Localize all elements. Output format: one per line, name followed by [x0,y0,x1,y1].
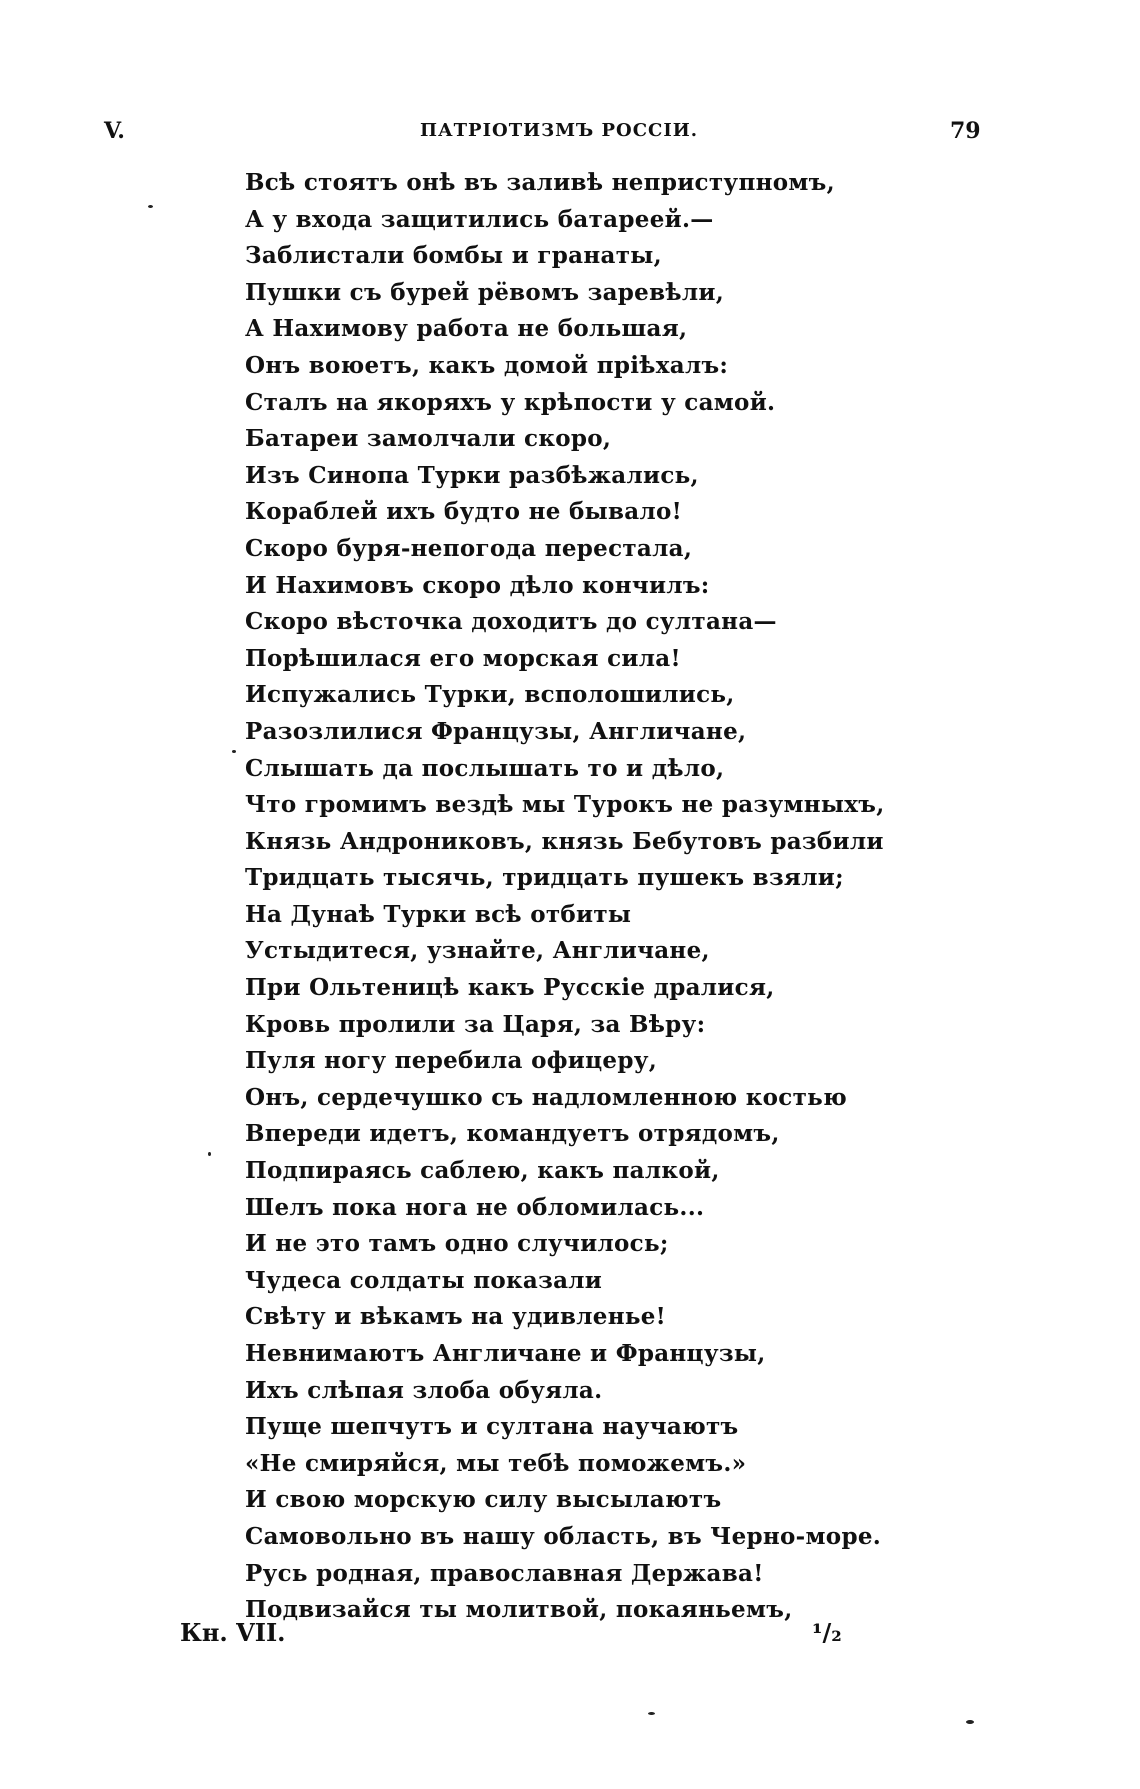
poem-line: Свѣту и вѣкамъ на удивленье! [245,1303,667,1331]
poem-line: Разозлилися Французы, Англичане, [245,717,747,745]
poem-line: Устыдитеся, узнайте, Англичане, [245,937,710,965]
poem-line: Онъ воюетъ, какъ домой пріѣхалъ: [245,351,729,379]
printer-signature: Кн. VII. [180,1618,286,1647]
poem-line: Русь родная, православная Держава! [245,1559,764,1587]
poem-line: Впереди идетъ, командуетъ отрядомъ, [245,1120,780,1148]
poem-line: Скоро вѣсточка доходитъ до султана— [245,608,777,636]
poem-line: И не это тамъ одно случилось; [245,1230,669,1258]
ink-speck [648,1712,655,1715]
poem-line: Сталъ на якоряхъ у крѣпости у самой. [245,388,776,416]
poem-line: Невнимаютъ Англичане и Французы, [245,1340,766,1367]
poem-line: Пуще шепчутъ и султана научаютъ [245,1413,739,1441]
poem-line: И свою морскую силу высылаютъ [245,1486,722,1514]
page-number: 79 [950,118,981,144]
poem-line: И Нахимовъ скоро дѣло кончилъ: [245,571,710,599]
poem-line: Порѣшилася его морская сила! [245,644,681,672]
poem-line: Кровь пролили за Царя, за Вѣру: [245,1010,706,1038]
sheet-signature: ¹/₂ [812,1618,842,1647]
poem-line: Чудеса солдаты показали [245,1266,603,1294]
ink-speck [208,1152,211,1156]
poem-line: Князь Андрониковъ, князь Бебутовъ разбили [245,827,884,855]
poem-line: Тридцать тысячь, тридцать пушекъ взяли; [245,864,844,892]
poem-line: Всѣ стоятъ онѣ въ заливѣ неприступномъ, [245,169,835,196]
poem-line: Подвизайся ты молитвой, покаяньемъ, [245,1596,793,1624]
running-title: ПАТРІОТИЗМЪ РОССІИ. [420,120,699,141]
poem-line: А у входа защитились батареей.— [245,205,714,233]
poem-line: При Ольтеницѣ какъ Русскіе дралися, [245,974,775,1002]
ink-speck [966,1720,974,1724]
poem-line: Самовольно въ нашу область, въ Черно-море. [245,1522,882,1550]
section-number: V. [104,118,125,144]
poem-line: «Не смиряйся, мы тебѣ поможемъ.» [245,1449,747,1477]
poem-line: А Нахимову работа не большая, [245,315,688,343]
poem-line: Кораблей ихъ будто не бывало! [245,498,683,526]
poem-text [245,165,885,1629]
poem-line: Что громимъ вездѣ мы Турокъ не разумныхъ, [245,791,885,819]
poem-line: Подпираясь саблею, какъ палкой, [245,1157,720,1185]
poem-line: Заблистали бомбы и гранаты, [245,242,662,270]
poem-line: На Дунаѣ Турки всѣ отбиты [245,900,632,928]
poem-line: Ихъ слѣпая злоба обуяла. [245,1376,603,1404]
poem-line: Слышать да послышать то и дѣло, [245,754,725,782]
poem-line: Испужались Турки, всполошились, [245,681,735,709]
poem-line: Скоро буря-непогода перестала, [245,534,693,562]
ink-speck [148,205,153,208]
poem-line: Батареи замолчали скоро, [245,425,612,453]
running-header [0,118,1140,150]
ink-speck [232,750,236,753]
poem-line: Пуля ногу перебила офицеру, [245,1047,658,1075]
poem-line: Пушки съ бурей рёвомъ заревѣли, [245,278,725,306]
poem-line: Шелъ пока нога не обломилась... [245,1193,705,1221]
poem-line: Онъ, сердечушко съ надломленною костью [245,1083,847,1111]
poem-line: Изъ Синопа Турки разбѣжались, [245,461,699,489]
